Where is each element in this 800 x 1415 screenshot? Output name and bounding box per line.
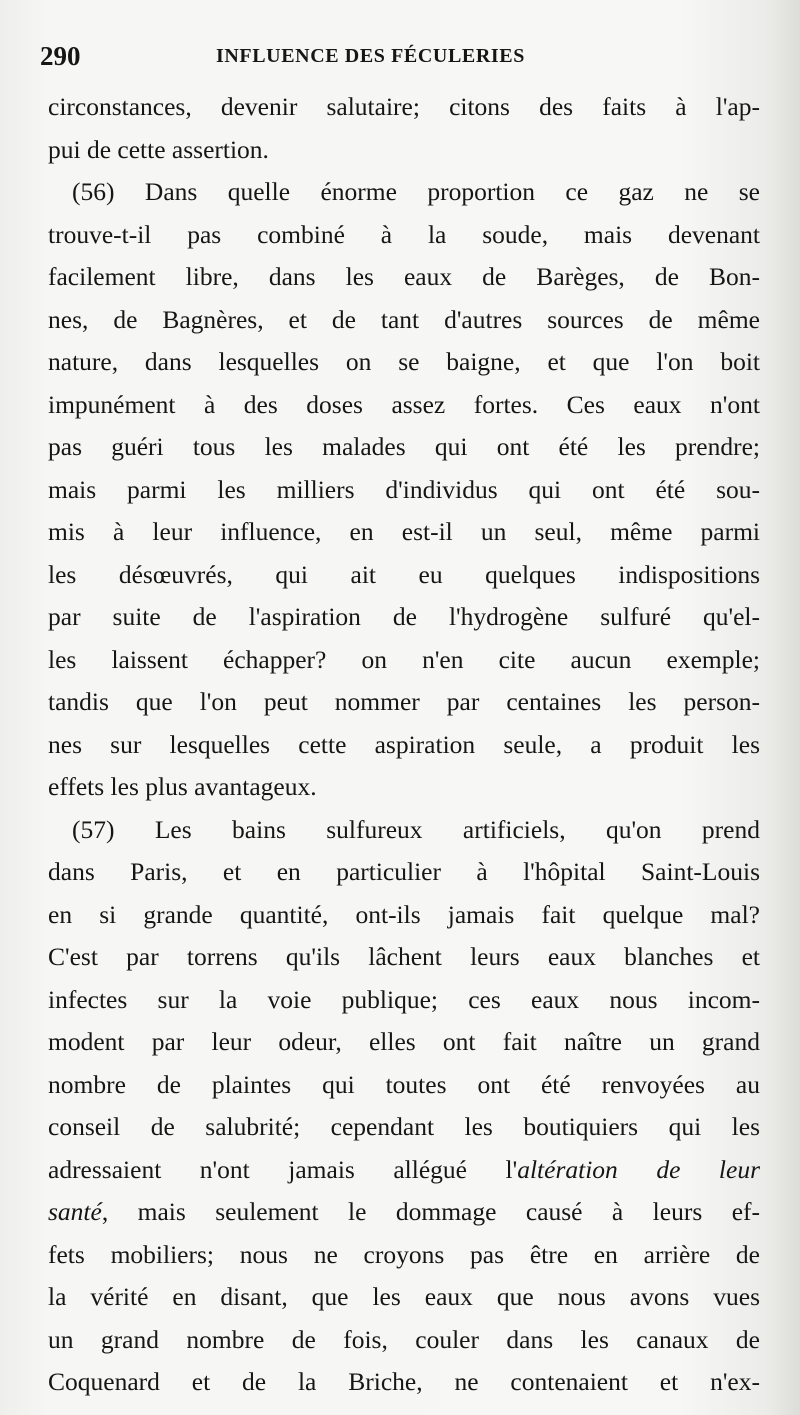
text-line: facilement libre, dans les eaux de Barèges, de Bon- [48, 262, 760, 291]
text-line: Coquenard et de la Briche, ne contenaient et n'ex- [48, 1367, 760, 1396]
text-line-italic-phrase [48, 1191, 760, 1234]
text-line: circonstances, devenir salutaire; citons des faits à l'ap- [48, 92, 760, 121]
text-line: impunément à des doses assez fortes. Ces eaux n'ont [48, 389, 760, 419]
paragraph-57-start: (57) Les bains sulfureux artificiels, qu'on prend [72, 814, 760, 844]
text-line: tandis que l'on peut nommer par centaines les person- [48, 687, 760, 716]
text-line: nombre de plaintes qui toutes ont été renvoyées au [48, 1069, 760, 1099]
text-line: par suite de l'aspiration de l'hydrogène sulfuré qu'el- [48, 602, 760, 631]
text-line: modent par leur odeur, elles ont fait naître un grand [48, 1027, 760, 1056]
text-line: conseil de salubrité; cependant les boutiquiers qui les [48, 1112, 760, 1141]
paragraph-56-start: (56) Dans quelle énorme proportion ce gaz ne se [72, 177, 760, 206]
text-line: trouve-t-il pas combiné à la soude, mais devenant [48, 219, 760, 249]
text-line: mis à leur influence, en est-il un seul, même parmi [48, 517, 760, 546]
running-head [40, 38, 760, 74]
text-line: pui de cette assertion. [48, 134, 269, 164]
text-line: les laissent échapper? on n'en cite aucun exemple; [48, 644, 760, 674]
text-line: infectes sur la voie publique; ces eaux nous incom- [48, 984, 760, 1014]
body-text [48, 86, 760, 1404]
text-line: effets les plus avantageux. [48, 772, 317, 801]
text-run: adressaient n'ont jamais allégué l' [48, 1154, 518, 1184]
text-line: les désœuvrés, qui ait eu quelques indispositions [48, 559, 760, 589]
text-line: mais parmi les milliers d'individus qui ont été sou- [48, 474, 760, 504]
text-line: nes, de Bagnères, et de tant d'autres sources de même [48, 304, 760, 334]
text-line: pas guéri tous les malades qui ont été les prendre; [48, 432, 760, 461]
text-line: en si grande quantité, ont-ils jamais fait quelque mal? [48, 899, 760, 929]
running-title: INFLUENCE DES FÉCULERIES [216, 45, 525, 67]
text-line: nes sur lesquelles cette aspiration seule, a produit les [48, 729, 760, 759]
text-line: dans Paris, et en particulier à l'hôpital Saint-Louis [48, 857, 760, 886]
text-line: un grand nombre de fois, couler dans les canaux de [48, 1324, 760, 1354]
page-number: 290 [40, 41, 81, 71]
text-line: C'est par torrens qu'ils lâchent leurs eaux blanches et [48, 942, 760, 971]
text-run: , mais seulement le dommage causé à leurs ef- [101, 1197, 760, 1226]
text-line: fets mobiliers; nous ne croyons pas être en arrière de [48, 1239, 760, 1269]
text-line: la vérité en disant, que les eaux que nous avons vues [48, 1282, 760, 1311]
text-line-italic-phrase [48, 1149, 760, 1192]
italic-phrase: santé [48, 1197, 102, 1226]
text-line: nature, dans lesquelles on se baigne, et que l'on boit [48, 347, 760, 376]
italic-phrase: altération de leur [517, 1154, 760, 1184]
